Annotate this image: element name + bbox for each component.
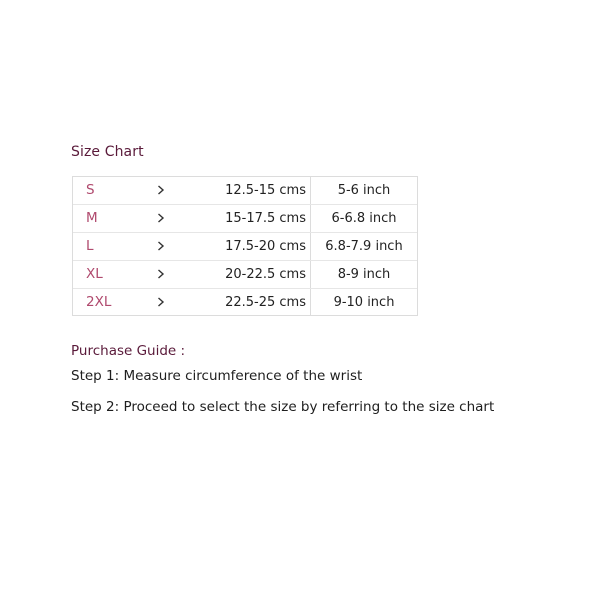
cm-range: 17.5-20 cms	[225, 239, 306, 254]
purchase-guide-title: Purchase Guide :	[71, 343, 186, 359]
cm-range: 12.5-15 cms	[225, 183, 306, 198]
size-chart-table	[72, 176, 418, 316]
table-row	[73, 177, 417, 205]
size-label: S	[86, 182, 95, 198]
chevron-right-icon	[157, 289, 171, 316]
size-chart-title: Size Chart	[71, 144, 144, 160]
chevron-right-icon	[157, 261, 171, 288]
cm-range: 20-22.5 cms	[225, 267, 306, 282]
table-row	[73, 233, 417, 261]
inch-range: 6-6.8 inch	[331, 211, 397, 226]
chevron-right-icon	[157, 233, 171, 260]
inch-range: 9-10 inch	[333, 295, 395, 310]
table-row	[73, 289, 417, 317]
chevron-right-icon	[157, 205, 171, 232]
size-label: L	[86, 238, 94, 254]
size-label: 2XL	[86, 294, 112, 310]
chevron-right-icon	[157, 177, 171, 204]
size-label: XL	[86, 266, 103, 282]
cm-range: 22.5-25 cms	[225, 295, 306, 310]
table-row	[73, 261, 417, 289]
inch-range: 6.8-7.9 inch	[325, 239, 403, 254]
purchase-step: Step 2: Proceed to select the size by referring to the size chart	[71, 399, 495, 415]
table-row	[73, 205, 417, 233]
inch-range: 8-9 inch	[337, 267, 391, 282]
size-label: M	[86, 210, 98, 226]
cm-range: 15-17.5 cms	[225, 211, 306, 226]
inch-range: 5-6 inch	[337, 183, 391, 198]
purchase-step: Step 1: Measure circumference of the wrist	[71, 368, 363, 384]
